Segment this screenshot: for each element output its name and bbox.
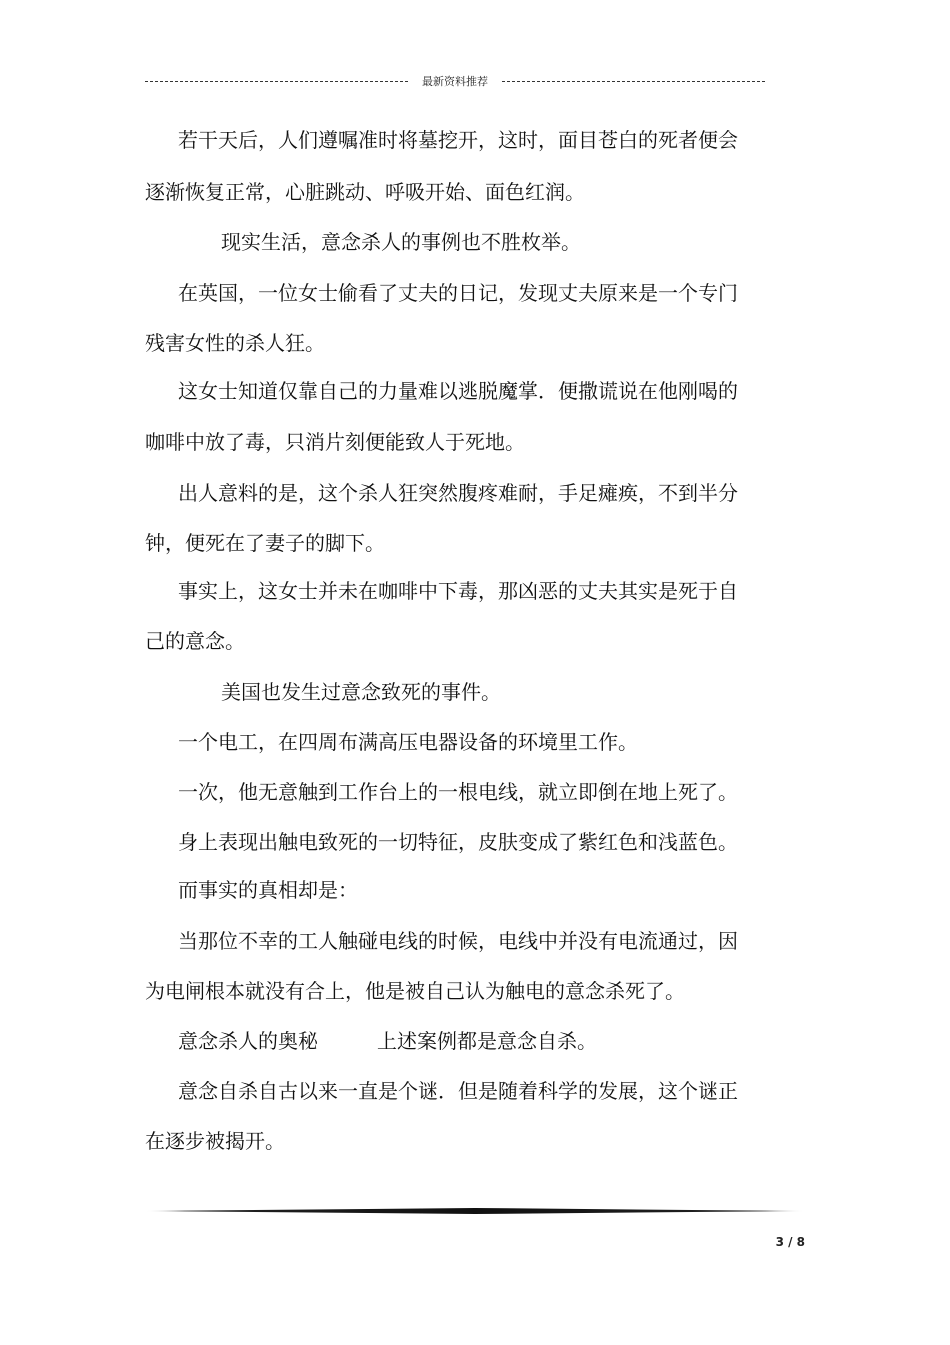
text-line: 一次，他无意触到工作台上的一根电线，就立即倒在地上死了。	[178, 780, 738, 804]
text-line: 逐渐恢复正常，心脏跳动、呼吸开始、面色红润。	[145, 180, 585, 204]
footer-rule	[145, 1208, 805, 1214]
text-line: 若干天后，人们遵嘱准时将墓挖开，这时，面目苍白的死者便会	[178, 128, 738, 152]
text-line: 身上表现出触电致死的一切特征，皮肤变成了紫红色和浅蓝色。	[178, 830, 738, 854]
header-rule-right	[502, 81, 765, 82]
text-line: 上述案例都是意念自杀。	[377, 1029, 597, 1053]
section-heading: 意念杀人的奥秘	[178, 1029, 318, 1053]
text-line: 意念自杀自古以来一直是个谜．但是随着科学的发展，这个谜正	[178, 1079, 738, 1103]
page-header	[145, 71, 765, 91]
text-line: 美国也发生过意念致死的事件。	[221, 680, 501, 704]
text-line: 在英国，一位女士偷看了丈夫的日记，发现丈夫原来是一个专门	[178, 281, 738, 305]
text-line: 当那位不幸的工人触碰电线的时候，电线中并没有电流通过，因	[178, 929, 738, 953]
text-line: 事实上，这女士并未在咖啡中下毒，那凶恶的丈夫其实是死于自	[178, 579, 738, 603]
text-line: 为电闸根本就没有合上，他是被自己认为触电的意念杀死了。	[145, 979, 685, 1003]
text-line: 在逐步被揭开。	[145, 1129, 285, 1153]
text-line: 现实生活，意念杀人的事例也不胜枚举。	[221, 230, 581, 254]
header-title: 最新资料推荐	[422, 75, 488, 88]
header-rule-left	[145, 81, 408, 82]
text-line: 己的意念。	[145, 629, 245, 653]
text-line: 出人意料的是，这个杀人狂突然腹疼难耐，手足瘫痪，不到半分	[178, 481, 738, 505]
text-line: 这女士知道仅靠自己的力量难以逃脱魔掌．便撒谎说在他刚喝的	[178, 379, 738, 403]
text-line: 一个电工，在四周布满高压电器设备的环境里工作。	[178, 730, 638, 754]
text-line: 残害女性的杀人狂。	[145, 331, 325, 355]
text-line: 咖啡中放了毒，只消片刻便能致人于死地。	[145, 430, 525, 454]
text-line: 钟，便死在了妻子的脚下。	[145, 531, 385, 555]
page-number: 3 / 8	[775, 1235, 805, 1249]
text-line: 而事实的真相却是：	[178, 878, 358, 902]
